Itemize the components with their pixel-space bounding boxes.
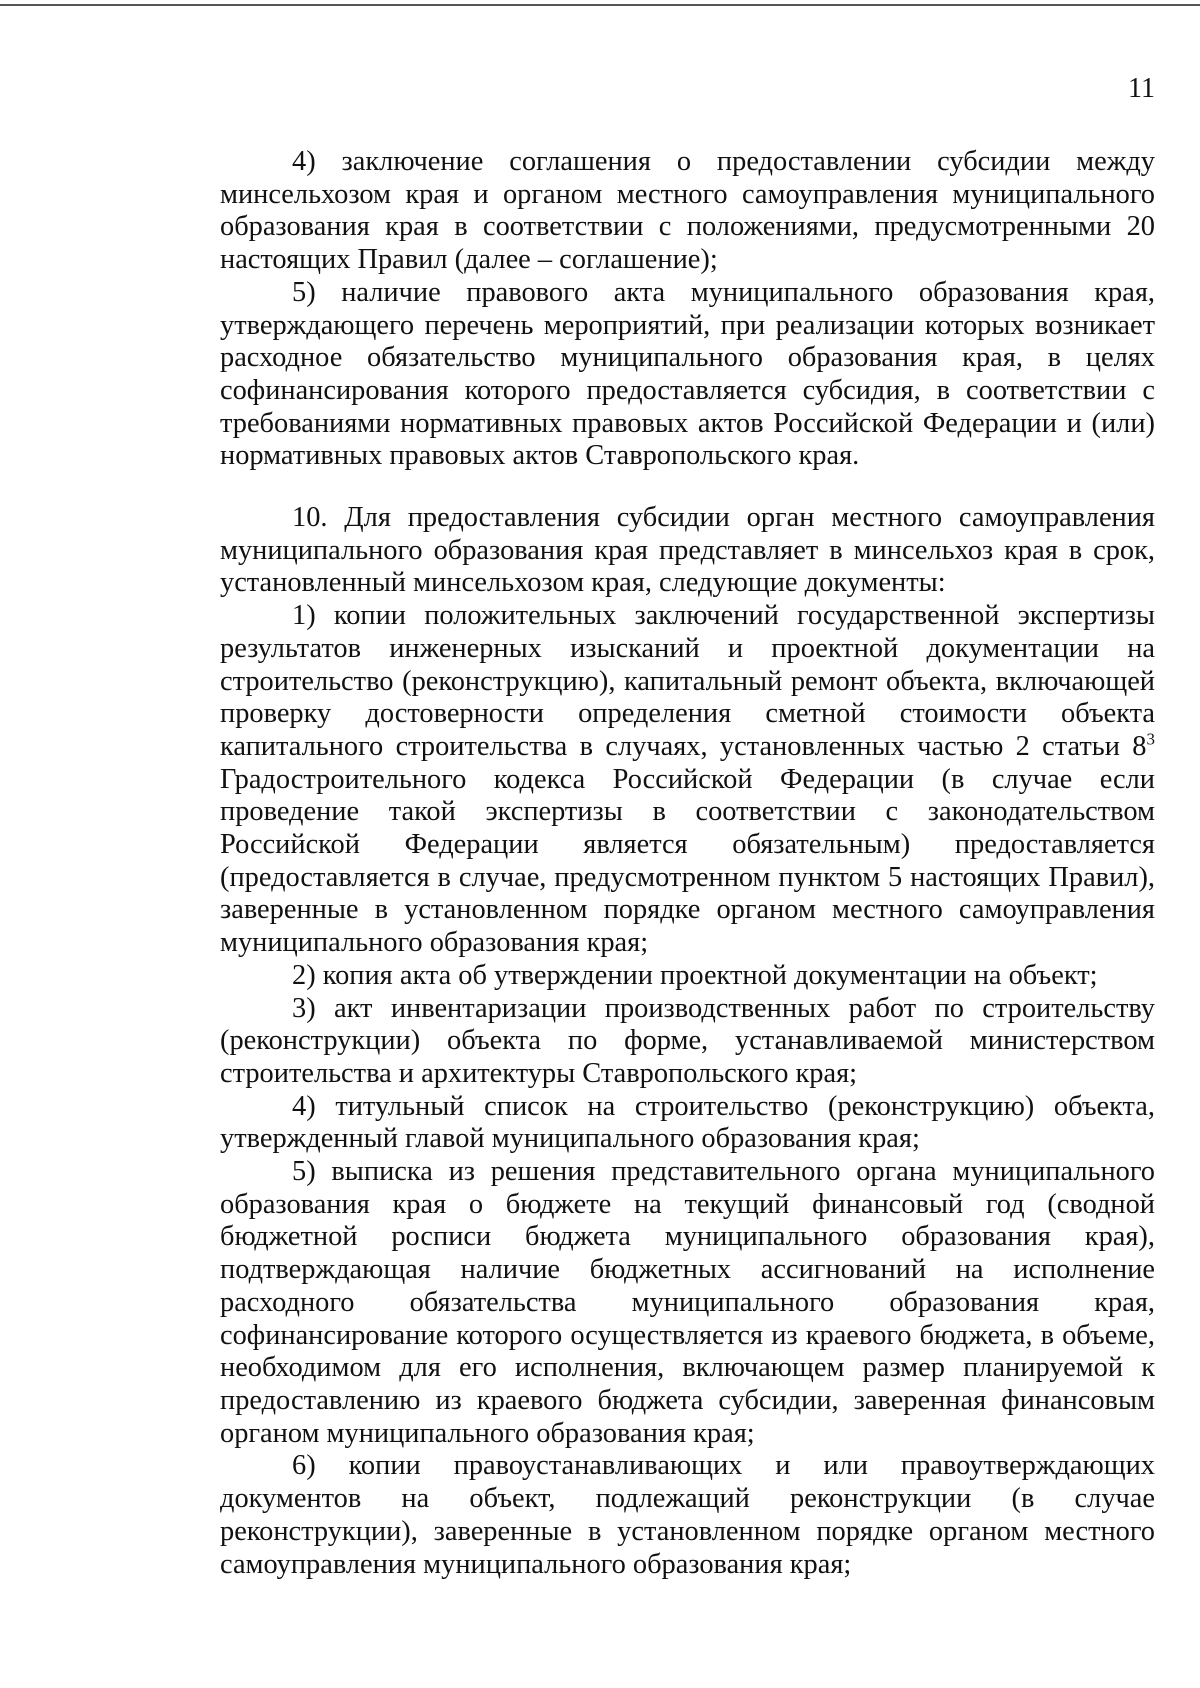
page-number: 11 — [1128, 73, 1155, 104]
item-10-3-inventory-act: 3) акт инвентаризации производственных работ по строительству (реконструкции) объекта по форме, устанавливаемой министерством строительства и архитектуры Ставропольского края; — [220, 992, 1155, 1089]
item-10-1-text-start: 1) копии положительных заключений государственной экспертизы результатов инженерных изысканий и проектной документации на строительство (реконструкцию), капитальный ремонт объекта, включающей проверку достоверности определения сметной стоимости объекта капитального строительства в случаях, установленных частью 2 статьи 8 — [220, 600, 1155, 762]
item-10-4-title-list: 4) титульный список на строительство (реконструкцию) объекта, утвержденный главой муниципального образования края; — [220, 1090, 1155, 1155]
item-10-1-expertise-copies — [220, 600, 1155, 960]
item-10-6-title-documents: 6) копии правоустанавливающих и или правоутверждающих документов на объект, подлежащий реконструкции (в случае реконструкции), заверенные в установленном порядке органом местного самоуправления муниципального образования края; — [220, 1450, 1155, 1580]
section-9-continuation — [220, 146, 1155, 473]
section-10 — [220, 502, 1155, 1581]
top-edge-rule — [0, 4, 1200, 6]
item-10-5-budget-extract: 5) выписка из решения представительного органа муниципального образования края о бюджете на текущий финансовый год (сводной бюджетной росписи бюджета муниципального образования края), подтверждающая наличие бюджетных ассигнований на исполнение расходного обязательства муниципального образования края, софинансирование которого осуществляется из краевого бюджета, в объеме, необходимом для его исполнения, включающем размер планируемой к предоставлению из краевого бюджета субсидии, заверенная финансовым органом муниципального образования края; — [220, 1156, 1155, 1449]
item-10-2-design-approval: 2) копия акта об утверждении проектной документации на объект; — [292, 959, 1098, 991]
item-9-4-agreement: 4) заключение соглашения о предоставлении субсидии между минсельхозом края и органом местного самоуправления муниципального образования края в соответствии с положениями, предусмотренными 20 настоящих Правил (далее – соглашение); — [220, 146, 1155, 276]
section-10-intro: 10. Для предоставления субсидии орган местного самоуправления муниципального образования края представляет в минсельхоз края в срок, установленный минсельхозом края, следующие документы: — [220, 502, 1155, 599]
item-9-5-legal-act: 5) наличие правового акта муниципального образования края, утверждающего перечень мероприятий, при реализации которых возникает расходное обязательство муниципального образования края, в целях софинансирования которого предоставляется субсидия, в соответствии с требованиями нормативных правовых актов Российской Федерации и (или) нормативных правовых актов Ставропольского края. — [220, 276, 1155, 472]
article-superscript: 3 — [1146, 729, 1155, 749]
item-10-1-text-end: Градостроительного кодекса Российской Федерации (в случае если проведение такой экспертизы в соответствии с законодательством Российской Федерации является обязательным) предоставляется (предоставляется в случае, предусмотренном пунктом 5 настоящих Правил), заверенные в установленном порядке органом местного самоуправления муниципального образования края; — [220, 763, 1155, 959]
